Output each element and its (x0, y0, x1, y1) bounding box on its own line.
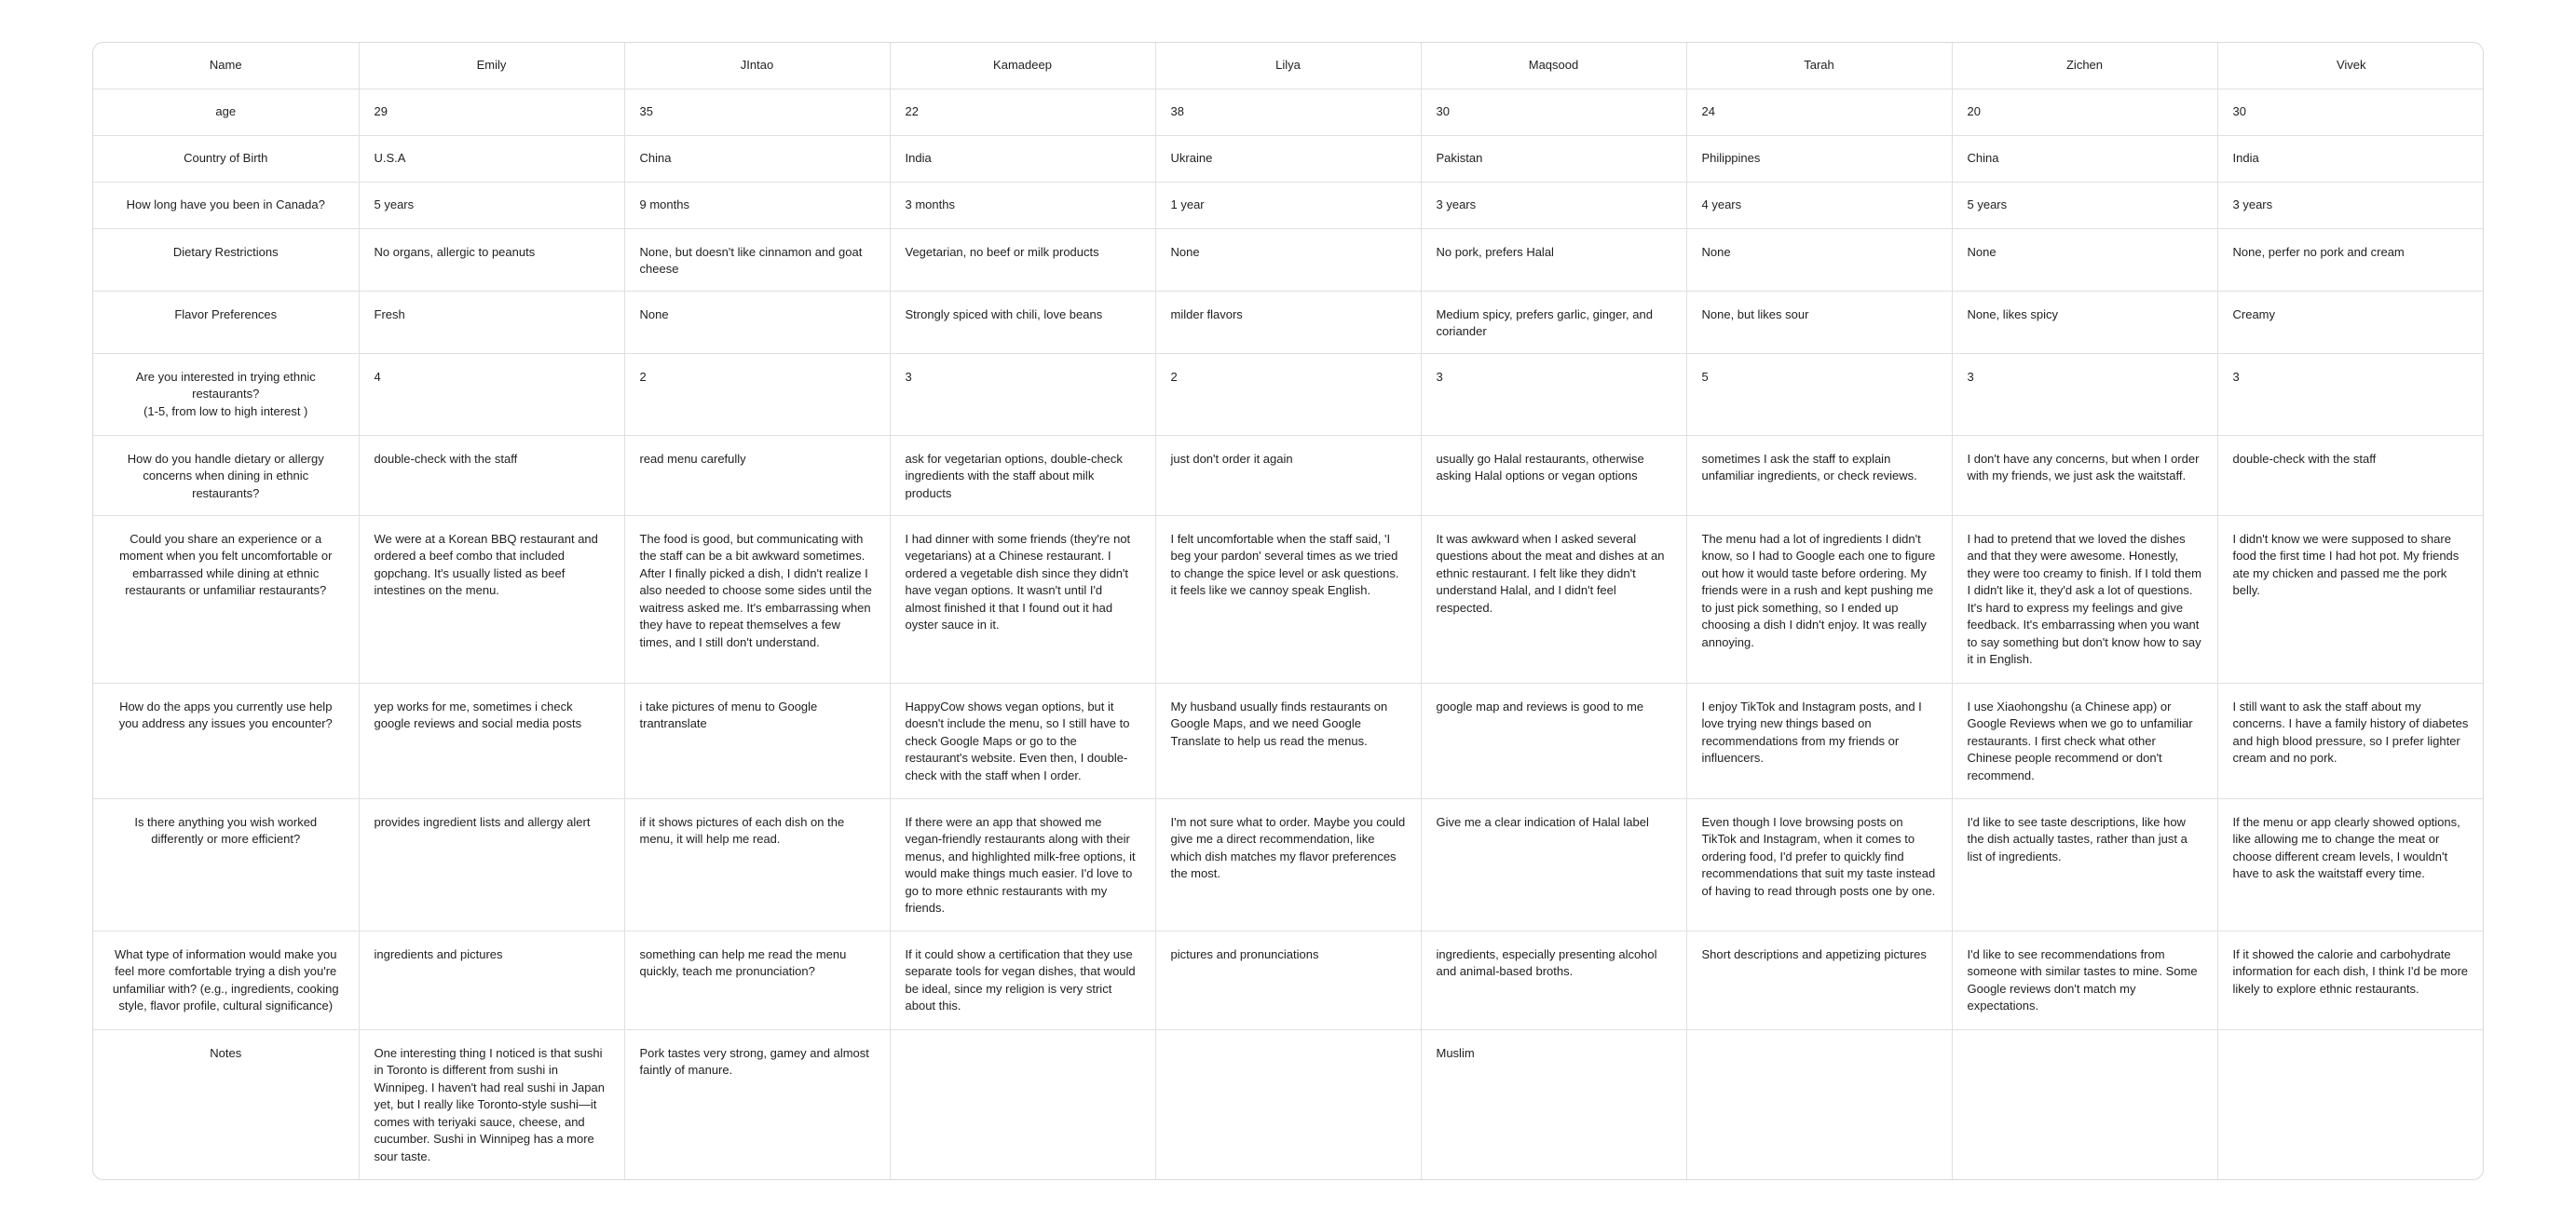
table-cell (359, 515, 624, 683)
row-label-text: age (215, 103, 237, 118)
cell-text: It was awkward when I asked several questions about the meat and dishes at an ethnic restaurant. I felt like they didn't understand Halal, and I didn't feel respected. (1436, 531, 1665, 615)
table-cell (1155, 88, 1421, 135)
table-cell (1155, 291, 1421, 353)
table-row (93, 515, 2484, 683)
column-header-name: Name (93, 43, 359, 88)
table-cell (2217, 683, 2484, 798)
table-row (93, 1029, 2484, 1180)
column-header-respondent: Maqsood (1421, 43, 1686, 88)
cell-text: 35 (639, 103, 653, 118)
table-cell (624, 353, 890, 435)
cell-text: Pakistan (1436, 150, 1483, 165)
cell-text: 3 years (2232, 197, 2273, 211)
cell-text: None, but doesn't like cinnamon and goat cheese (639, 244, 863, 276)
table-cell (2217, 182, 2484, 228)
cell-text: 3 months (905, 197, 955, 211)
table-cell (890, 1029, 1155, 1180)
table-cell (1952, 515, 2217, 683)
row-label (93, 515, 359, 683)
header-row (93, 43, 2484, 88)
table-cell (2217, 291, 2484, 353)
table-cell (359, 683, 624, 798)
cell-text: If it showed the calorie and carbohydrate information for each dish, I think I'd be more likely to explore ethnic restaurants. (2232, 946, 2468, 996)
table-cell (2217, 515, 2484, 683)
column-header-respondent: Lilya (1155, 43, 1421, 88)
table-cell (624, 683, 890, 798)
cell-text: usually go Halal restaurants, otherwise asking Halal options or vegan options (1436, 451, 1644, 483)
table-cell (1952, 798, 2217, 931)
table-cell (1421, 683, 1686, 798)
row-label (93, 1029, 359, 1180)
column-header-respondent: Emily (359, 43, 624, 88)
cell-text: double-check with the staff (2232, 451, 2377, 466)
row-label (93, 931, 359, 1029)
column-header-respondent: Tarah (1686, 43, 1952, 88)
row-label (93, 291, 359, 353)
cell-text: something can help me read the menu quickly, teach me pronunciation? (639, 946, 847, 978)
cell-text: 3 years (1436, 197, 1477, 211)
cell-text: None (639, 306, 669, 321)
cell-text: Muslim (1436, 1045, 1475, 1060)
table-cell (1952, 1029, 2217, 1180)
table-cell (890, 182, 1155, 228)
cell-text: None, likes spicy (1967, 306, 2059, 321)
cell-text: None, but likes sour (1701, 306, 1809, 321)
cell-text: Creamy (2232, 306, 2276, 321)
column-header-respondent: Zichen (1952, 43, 2217, 88)
cell-text: 3 (2232, 369, 2240, 384)
table-cell (1421, 931, 1686, 1029)
row-label-text: Are you interested in trying ethnic restaurants? (1-5, from low to high interest ) (135, 369, 316, 418)
table-row (93, 135, 2484, 182)
table-cell (1686, 435, 1952, 515)
row-label (93, 683, 359, 798)
cell-text: read menu carefully (639, 451, 746, 466)
table-cell (1952, 88, 2217, 135)
table-cell (359, 88, 624, 135)
cell-text: 30 (1436, 103, 1450, 118)
table-cell (1155, 931, 1421, 1029)
row-label-text: How do the apps you currently use help you address any issues you encounter? (118, 699, 333, 730)
row-label (93, 435, 359, 515)
table-cell (359, 353, 624, 435)
cell-text: I don't have any concerns, but when I order with my friends, we just ask the waitstaff. (1967, 451, 2200, 483)
table-cell (1155, 683, 1421, 798)
cell-text: None (1170, 244, 1200, 259)
table-cell (2217, 435, 2484, 515)
table-cell (624, 798, 890, 931)
table-cell (890, 435, 1155, 515)
cell-text: pictures and pronunciations (1170, 946, 1319, 961)
table-cell (1155, 435, 1421, 515)
table-row (93, 931, 2484, 1029)
cell-text: India (2232, 150, 2259, 165)
table-cell (359, 291, 624, 353)
table-row (93, 353, 2484, 435)
cell-text: Ukraine (1170, 150, 1213, 165)
table-cell (1952, 353, 2217, 435)
table-cell (890, 135, 1155, 182)
cell-text: None, perfer no pork and cream (2232, 244, 2405, 259)
row-label-text: Flavor Preferences (174, 306, 278, 321)
cell-text: I'd like to see taste descriptions, like how the dish actually tastes, rather than just a list of ingredients. (1967, 814, 2188, 863)
cell-text: 29 (374, 103, 388, 118)
cell-text: We were at a Korean BBQ restaurant and ordered a beef combo that included gopchang. It's usually listed as beef intestines on the menu. (374, 531, 598, 597)
cell-text: HappyCow shows vegan options, but it doesn't include the menu, so I still have to check Google Maps or go to the restaurant's website. Even then, I double-check with the staff when I order. (905, 699, 1130, 782)
table-cell (1686, 683, 1952, 798)
table-cell (1686, 291, 1952, 353)
table-cell (1155, 798, 1421, 931)
table-cell (1155, 228, 1421, 291)
table-cell (1686, 931, 1952, 1029)
table-cell (890, 353, 1155, 435)
cell-text: 24 (1701, 103, 1715, 118)
table-cell (624, 135, 890, 182)
cell-text: I'm not sure what to order. Maybe you could give me a direct recommendation, like which dish matches my flavor preferences the most. (1170, 814, 1406, 880)
cell-text: I had to pretend that we loved the dishes and that they were awesome. Honestly, they were too creamy to finish. If I told them I didn't like it, they'd ask a lot of questions. It's hard to express my feelings and give feedback. It's embarrassing when you want to say something but don't know how to say it in English. (1967, 531, 2201, 666)
cell-text: None (1701, 244, 1731, 259)
table-cell (2217, 135, 2484, 182)
cell-text: 1 year (1170, 197, 1205, 211)
table-cell (1686, 182, 1952, 228)
table-cell (1155, 515, 1421, 683)
table-cell (1686, 353, 1952, 435)
cell-text: 22 (905, 103, 919, 118)
cell-text: I had dinner with some friends (they're not vegetarians) at a Chinese restaurant. I ordered a vegetable dish since they didn't have vegan options. It wasn't until I'd almost finished it that I found out it had oyster sauce in it. (905, 531, 1131, 632)
table-cell (624, 228, 890, 291)
cell-text: 20 (1967, 103, 1981, 118)
cell-text: ask for vegetarian options, double-check ingredients with the staff about milk products (905, 451, 1123, 500)
row-label-text: How long have you been in Canada? (126, 197, 325, 211)
row-label (93, 228, 359, 291)
cell-text: provides ingredient lists and allergy alert (374, 814, 591, 829)
table-row (93, 435, 2484, 515)
table-cell (1952, 931, 2217, 1029)
table-cell (1421, 515, 1686, 683)
cell-text: Philippines (1701, 150, 1761, 165)
row-label (93, 182, 359, 228)
cell-text: ingredients, especially presenting alcohol and animal-based broths. (1436, 946, 1657, 978)
table-cell (359, 435, 624, 515)
cell-text: I didn't know we were supposed to share food the first time I had hot pot. My friends ate my chicken and passed me the pork belly. (2232, 531, 2460, 597)
table-cell (624, 291, 890, 353)
table-cell (2217, 353, 2484, 435)
cell-text: China (639, 150, 672, 165)
column-header-respondent: Kamadeep (890, 43, 1155, 88)
cell-text: The food is good, but communicating with the staff can be a bit awkward sometimes. After I finally picked a dish, I didn't realize I also needed to choose some sides until the waitress asked me. It's embarrassing when they have to repeat themselves a few times, and I still don't understand. (639, 531, 872, 649)
table-cell (624, 435, 890, 515)
cell-text: i take pictures of menu to Google trantranslate (639, 699, 818, 730)
table-row (93, 291, 2484, 353)
table-cell (1952, 135, 2217, 182)
cell-text: Pork tastes very strong, gamey and almost faintly of manure. (639, 1045, 869, 1077)
cell-text: 30 (2232, 103, 2246, 118)
table-cell (1686, 515, 1952, 683)
table-cell (1686, 798, 1952, 931)
table-cell (890, 931, 1155, 1029)
cell-text: yep works for me, sometimes i check google reviews and social media posts (374, 699, 582, 730)
cell-text: 38 (1170, 103, 1184, 118)
table-cell (1952, 683, 2217, 798)
table-cell (1952, 182, 2217, 228)
table-cell (890, 228, 1155, 291)
cell-text: sometimes I ask the staff to explain unfamiliar ingredients, or check reviews. (1701, 451, 1917, 483)
cell-text: Short descriptions and appetizing pictures (1701, 946, 1927, 961)
table-cell (1155, 353, 1421, 435)
cell-text: 9 months (639, 197, 689, 211)
cell-text: No organs, allergic to peanuts (374, 244, 536, 259)
cell-text: Strongly spiced with chili, love beans (905, 306, 1103, 321)
table-cell (359, 135, 624, 182)
row-label-text: Country of Birth (184, 150, 268, 165)
table-cell (1686, 135, 1952, 182)
table-cell (1421, 228, 1686, 291)
table-cell (359, 798, 624, 931)
table-row (93, 798, 2484, 931)
column-header-respondent: Vivek (2217, 43, 2484, 88)
table-cell (624, 88, 890, 135)
cell-text: 3 (1436, 369, 1443, 384)
cell-text: if it shows pictures of each dish on the menu, it will help me read. (639, 814, 845, 846)
cell-text: I still want to ask the staff about my concerns. I have a family history of diabetes and high blood pressure, so I prefer lighter cream and no pork. (2232, 699, 2469, 765)
cell-text: milder flavors (1170, 306, 1243, 321)
cell-text: China (1967, 150, 1999, 165)
cell-text: Vegetarian, no beef or milk products (905, 244, 1099, 259)
cell-text: If there were an app that showed me vegan-friendly restaurants along with their menus, and highlighted milk-free options, it would make things much easier. I'd love to go to more ethnic restaurants with my friends. (905, 814, 1136, 915)
cell-text: 5 years (1967, 197, 2008, 211)
table-cell (1421, 88, 1686, 135)
row-label-text: Could you share an experience or a moment when you felt uncomfortable or embarrassed while dining at ethnic restaurants or unfamiliar restaurants? (119, 531, 333, 597)
row-label-text: Is there anything you wish worked differently or more efficient? (134, 814, 318, 846)
row-label-text: How do you handle dietary or allergy concerns when dining in ethnic restaurants? (127, 451, 324, 500)
cell-text: Even though I love browsing posts on TikTok and Instagram, when it comes to ordering food, I'd prefer to quickly find recommendations that suit my taste instead of having to read through posts one by one. (1701, 814, 1936, 898)
table-cell (1421, 182, 1686, 228)
table-cell (1686, 228, 1952, 291)
cell-text: U.S.A (374, 150, 406, 165)
cell-text: One interesting thing I noticed is that sushi in Toronto is different from sushi in Winnipeg. I haven't had real sushi in Japan yet, but I really like Toronto-style sushi—it comes with teriyaki sauce, cheese, and cucumber. Sushi in Winnipeg has a more sour taste. (374, 1045, 605, 1163)
cell-text: My husband usually finds restaurants on Google Maps, and we need Google Translate to help us read the menus. (1170, 699, 1388, 748)
row-label (93, 798, 359, 931)
cell-text: No pork, prefers Halal (1436, 244, 1554, 259)
table-cell (359, 931, 624, 1029)
table-cell (2217, 1029, 2484, 1180)
cell-text: 3 (1967, 369, 1974, 384)
table-cell (890, 515, 1155, 683)
table-cell (1686, 88, 1952, 135)
table-cell (1155, 182, 1421, 228)
table-cell (2217, 228, 2484, 291)
row-label-text: Dietary Restrictions (172, 244, 279, 259)
cell-text: If it could show a certification that they use separate tools for vegan dishes, that would be ideal, since my religion is very strict about this. (905, 946, 1136, 1013)
cell-text: The menu had a lot of ingredients I didn't know, so I had to Google each one to figure out how it would taste before ordering. My friends were in a rush and kept pushing me to just pick something, so I ended up choosing a dish I didn't enjoy. It was really annoying. (1701, 531, 1936, 649)
table-cell (1421, 435, 1686, 515)
table-cell (2217, 88, 2484, 135)
cell-text: 2 (1170, 369, 1178, 384)
cell-text: 5 (1701, 369, 1709, 384)
table-row (93, 182, 2484, 228)
table-cell (1421, 353, 1686, 435)
table-cell (1155, 135, 1421, 182)
table-cell (359, 182, 624, 228)
table-cell (624, 931, 890, 1029)
table-cell (1952, 291, 2217, 353)
cell-text: double-check with the staff (374, 451, 518, 466)
cell-text: Medium spicy, prefers garlic, ginger, and coriander (1436, 306, 1653, 338)
table-cell (2217, 798, 2484, 931)
cell-text: Give me a clear indication of Halal label (1436, 814, 1649, 829)
cell-text: I'd like to see recommendations from someone with similar tastes to mine. Some Google reviews don't match my expectations. (1967, 946, 2198, 1013)
table-cell (1421, 1029, 1686, 1180)
table-cell (1952, 435, 2217, 515)
table-cell (890, 798, 1155, 931)
cell-text: I felt uncomfortable when the staff said, 'I beg your pardon' several times as we tried to change the spice level or ask questions. it feels like we cannoy speak English. (1170, 531, 1399, 597)
cell-text: 3 (905, 369, 912, 384)
cell-text: 5 years (374, 197, 415, 211)
table-cell (2217, 931, 2484, 1029)
table-row (93, 228, 2484, 291)
cell-text: ingredients and pictures (374, 946, 503, 961)
row-label (93, 353, 359, 435)
table-cell (890, 88, 1155, 135)
table-cell (624, 515, 890, 683)
table-cell (624, 1029, 890, 1180)
cell-text: India (905, 150, 932, 165)
cell-text: None (1967, 244, 1997, 259)
table-cell (1421, 798, 1686, 931)
cell-text: I use Xiaohongshu (a Chinese app) or Google Reviews when we go to unfamiliar restaurants. I first check what other Chinese people recommend or don't recommend. (1967, 699, 2193, 782)
table-cell (359, 1029, 624, 1180)
cell-text: google map and reviews is good to me (1436, 699, 1644, 714)
column-header-respondent: JIntao (624, 43, 890, 88)
cell-text: Fresh (374, 306, 405, 321)
table-cell (1686, 1029, 1952, 1180)
table-row (93, 683, 2484, 798)
row-label (93, 135, 359, 182)
row-label-text: What type of information would make you feel more comfortable trying a dish you're unfamiliar with? (e.g., ingredients, cooking style, flavor profile, cultural significance) (112, 946, 339, 1013)
survey-table (93, 43, 2484, 1180)
table-cell (1421, 291, 1686, 353)
table-cell (1421, 135, 1686, 182)
table-cell (359, 228, 624, 291)
cell-text: just don't order it again (1170, 451, 1293, 466)
table-cell (1952, 228, 2217, 291)
table-row (93, 88, 2484, 135)
cell-text: 4 (374, 369, 381, 384)
row-label-text: Notes (210, 1045, 242, 1060)
cell-text: If the menu or app clearly showed options, like allowing me to change the meat or choose different cream levels, I wouldn't have to ask the waitstaff every time. (2232, 814, 2460, 880)
survey-table-container (92, 42, 2484, 1180)
cell-text: I enjoy TikTok and Instagram posts, and I love trying new things based on recommendations from my friends or influencers. (1701, 699, 1922, 765)
table-cell (624, 182, 890, 228)
table-cell (890, 291, 1155, 353)
table-cell (1155, 1029, 1421, 1180)
cell-text: 4 years (1701, 197, 1742, 211)
table-cell (890, 683, 1155, 798)
row-label (93, 88, 359, 135)
cell-text: 2 (639, 369, 647, 384)
